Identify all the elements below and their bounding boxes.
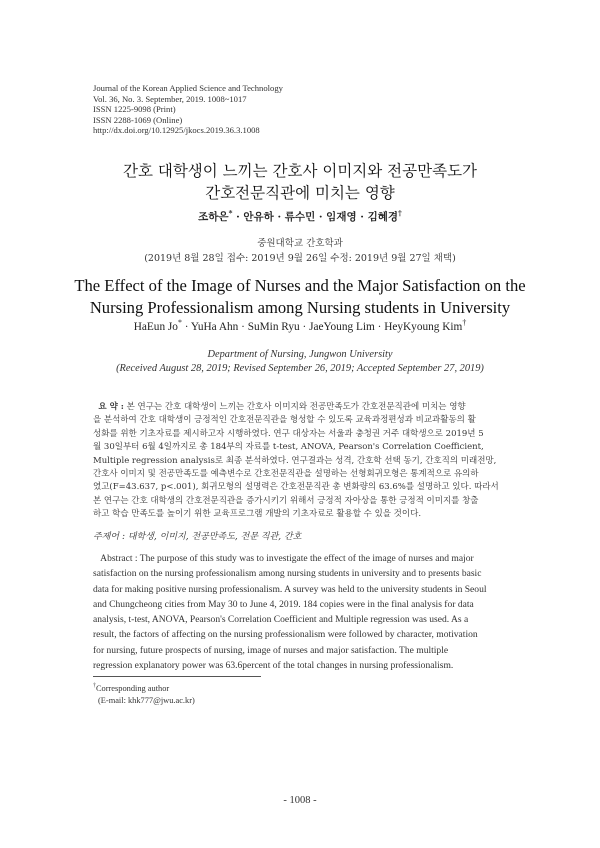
abstract-korean-label: 요 약 :	[98, 402, 124, 412]
title-korean-line1: 간호 대학생이 느끼는 간호사 이미지와 전공만족도가	[122, 162, 478, 180]
title-english	[0, 275, 600, 319]
abstract-english-line: analysis, t-test, ANOVA, Pearson's Correlation Coefficient and Multiple regression was used. As a	[93, 614, 469, 626]
journal-name: Journal of the Korean Applied Science and Technology	[93, 83, 283, 93]
abstract-english-line: data for making positive nursing professionalism. A survey was held to the university students in Seoul	[93, 583, 487, 595]
abstract-english-line: Abstract : The purpose of this study was to investigate the effect of the image of nurses and major	[100, 553, 474, 564]
abstract-english-line: result, the factors of affecting on the nursing professionalism were followed by character, motivation	[93, 629, 478, 641]
abstract-english-line: satisfaction on the nursing professionalism among nursing students in university and to presents basic	[93, 568, 482, 580]
affiliation-korean	[0, 236, 600, 266]
abstract-korean-line: 요 약 : 본 연구는 간호 대학생이 느끼는 간호사 이미지와 전공만족도가 간호전문직관에 미치는 영향	[98, 402, 466, 412]
abstract-korean-line: 을 분석하여 간호 대학생이 긍정적인 간호전문직관을 형성할 수 있도록 교육과정편성과 비교과활동의 활	[93, 415, 476, 426]
footnote	[93, 683, 195, 707]
footnote-corresponding	[93, 683, 195, 695]
journal-info	[93, 83, 283, 136]
keywords-korean: 주제어 : 대학생, 이미지, 전공만족도, 전문 직관, 간호	[93, 532, 302, 542]
abstract-korean-line: 하고 학습 만족도를 높이기 위한 교육프로그램 개발의 기초자료로 활용할 수 있을 것이다.	[93, 509, 422, 520]
abstract-korean-line: 본 연구는 간호 대학생의 간호전문직관을 증가시키기 위해서 긍정적 자아상을 통한 긍정적 이미지를 창출	[93, 495, 479, 506]
dates-english: (Received August 28, 2019; Revised September 26, 2019; Accepted September 27, 2019)	[116, 363, 484, 374]
abstract-english-line: for nursing, future prospects of nursing, image of nurses and major satisfaction. The multiple	[93, 644, 449, 656]
abstract-korean	[93, 401, 507, 522]
department-korean: 중원대학교 간호학과	[257, 238, 343, 249]
footnote-divider	[93, 676, 261, 677]
corresponding-dagger-en: †	[462, 318, 467, 328]
abstract-english-label: Abstract :	[100, 553, 138, 564]
title-korean	[0, 160, 600, 204]
abstract-korean-line: 월 30일부터 6월 4일까지로 총 184부의 자료를 t-test, ANOVA, Pearson's Correlation Coefficient,	[93, 442, 484, 453]
author-english-first: HaEun Jo	[133, 321, 178, 333]
author-korean-first: 조하은	[198, 211, 229, 223]
author-mark: *	[228, 208, 233, 218]
abstract-korean-line: Multiple regression analysis로 최종 분석하였다. 연구결과는 성격, 간호학 선택 동기, 간호직의 미래전망,	[93, 455, 497, 466]
dates-korean: (2019년 8월 28일 접수: 2019년 9월 26일 수정: 2019년 9월 27일 채택)	[144, 253, 456, 264]
abstract-english	[93, 551, 507, 673]
title-english-line1: The Effect of the Image of Nurses and the Major Satisfaction on the	[74, 276, 526, 295]
author-mark-en: *	[177, 318, 182, 328]
abstract-english-line: regression explanatory power was 63.6percent of the total changes in nursing professionalism.	[93, 660, 454, 672]
journal-volume: Vol. 36, No. 3. September, 2019. 1008~1017	[93, 93, 247, 104]
footnote-label: Corresponding author	[95, 684, 170, 693]
corresponding-dagger: †	[398, 208, 402, 218]
abstract-korean-line: 였고(F=43.637, p<.001), 회귀모형의 설명력은 간호전문직관 총 변화량의 63.6%를 설명하고 있다. 따라서	[93, 482, 499, 493]
page-number: - 1008 -	[283, 795, 317, 806]
abstract-korean-line: 간호사 이미지 및 전공만족도를 예측변수로 간호전문직관을 설명하는 선형회귀모형은 통계적으로 유의하	[93, 469, 479, 480]
title-english-line2: Nursing Professionalism among Nursing students in University	[89, 298, 511, 317]
abstract-english-line: and Chungcheong cities from May 30 to June 4, 2019. 184 copies were in the final analysis for data	[93, 598, 474, 610]
authors-english	[0, 318, 600, 333]
doi-link[interactable]: http://dx.doi.org/10.12925/jkocs.2019.36.3.1008	[93, 125, 260, 136]
authors-korean	[0, 209, 600, 224]
department-english: Department of Nursing, Jungwon University	[207, 349, 393, 360]
abstract-korean-line: 성화를 위한 기초자료를 제시하고자 시행하였다. 연구 대상자는 서울과 충청권 거주 대학생으로 2019년 5	[93, 428, 484, 439]
issn-online: ISSN 2288-1069 (Online)	[93, 114, 183, 125]
authors-english-rest: · YuHa Ahn · SuMin Ryu · JaeYoung Lim · HeyKyoung Kim	[181, 321, 463, 333]
footnote-dagger: †	[93, 683, 96, 690]
authors-korean-rest: · 안유하 · 류수민 · 임재영 · 김혜경	[232, 211, 399, 223]
issn-print: ISSN 1225-9098 (Print)	[93, 104, 176, 115]
title-korean-line2: 간호전문직관에 미치는 영향	[205, 184, 395, 202]
footnote-email[interactable]: (E-mail: khk777@jwu.ac.kr)	[98, 696, 195, 705]
affiliation-english	[0, 348, 600, 376]
